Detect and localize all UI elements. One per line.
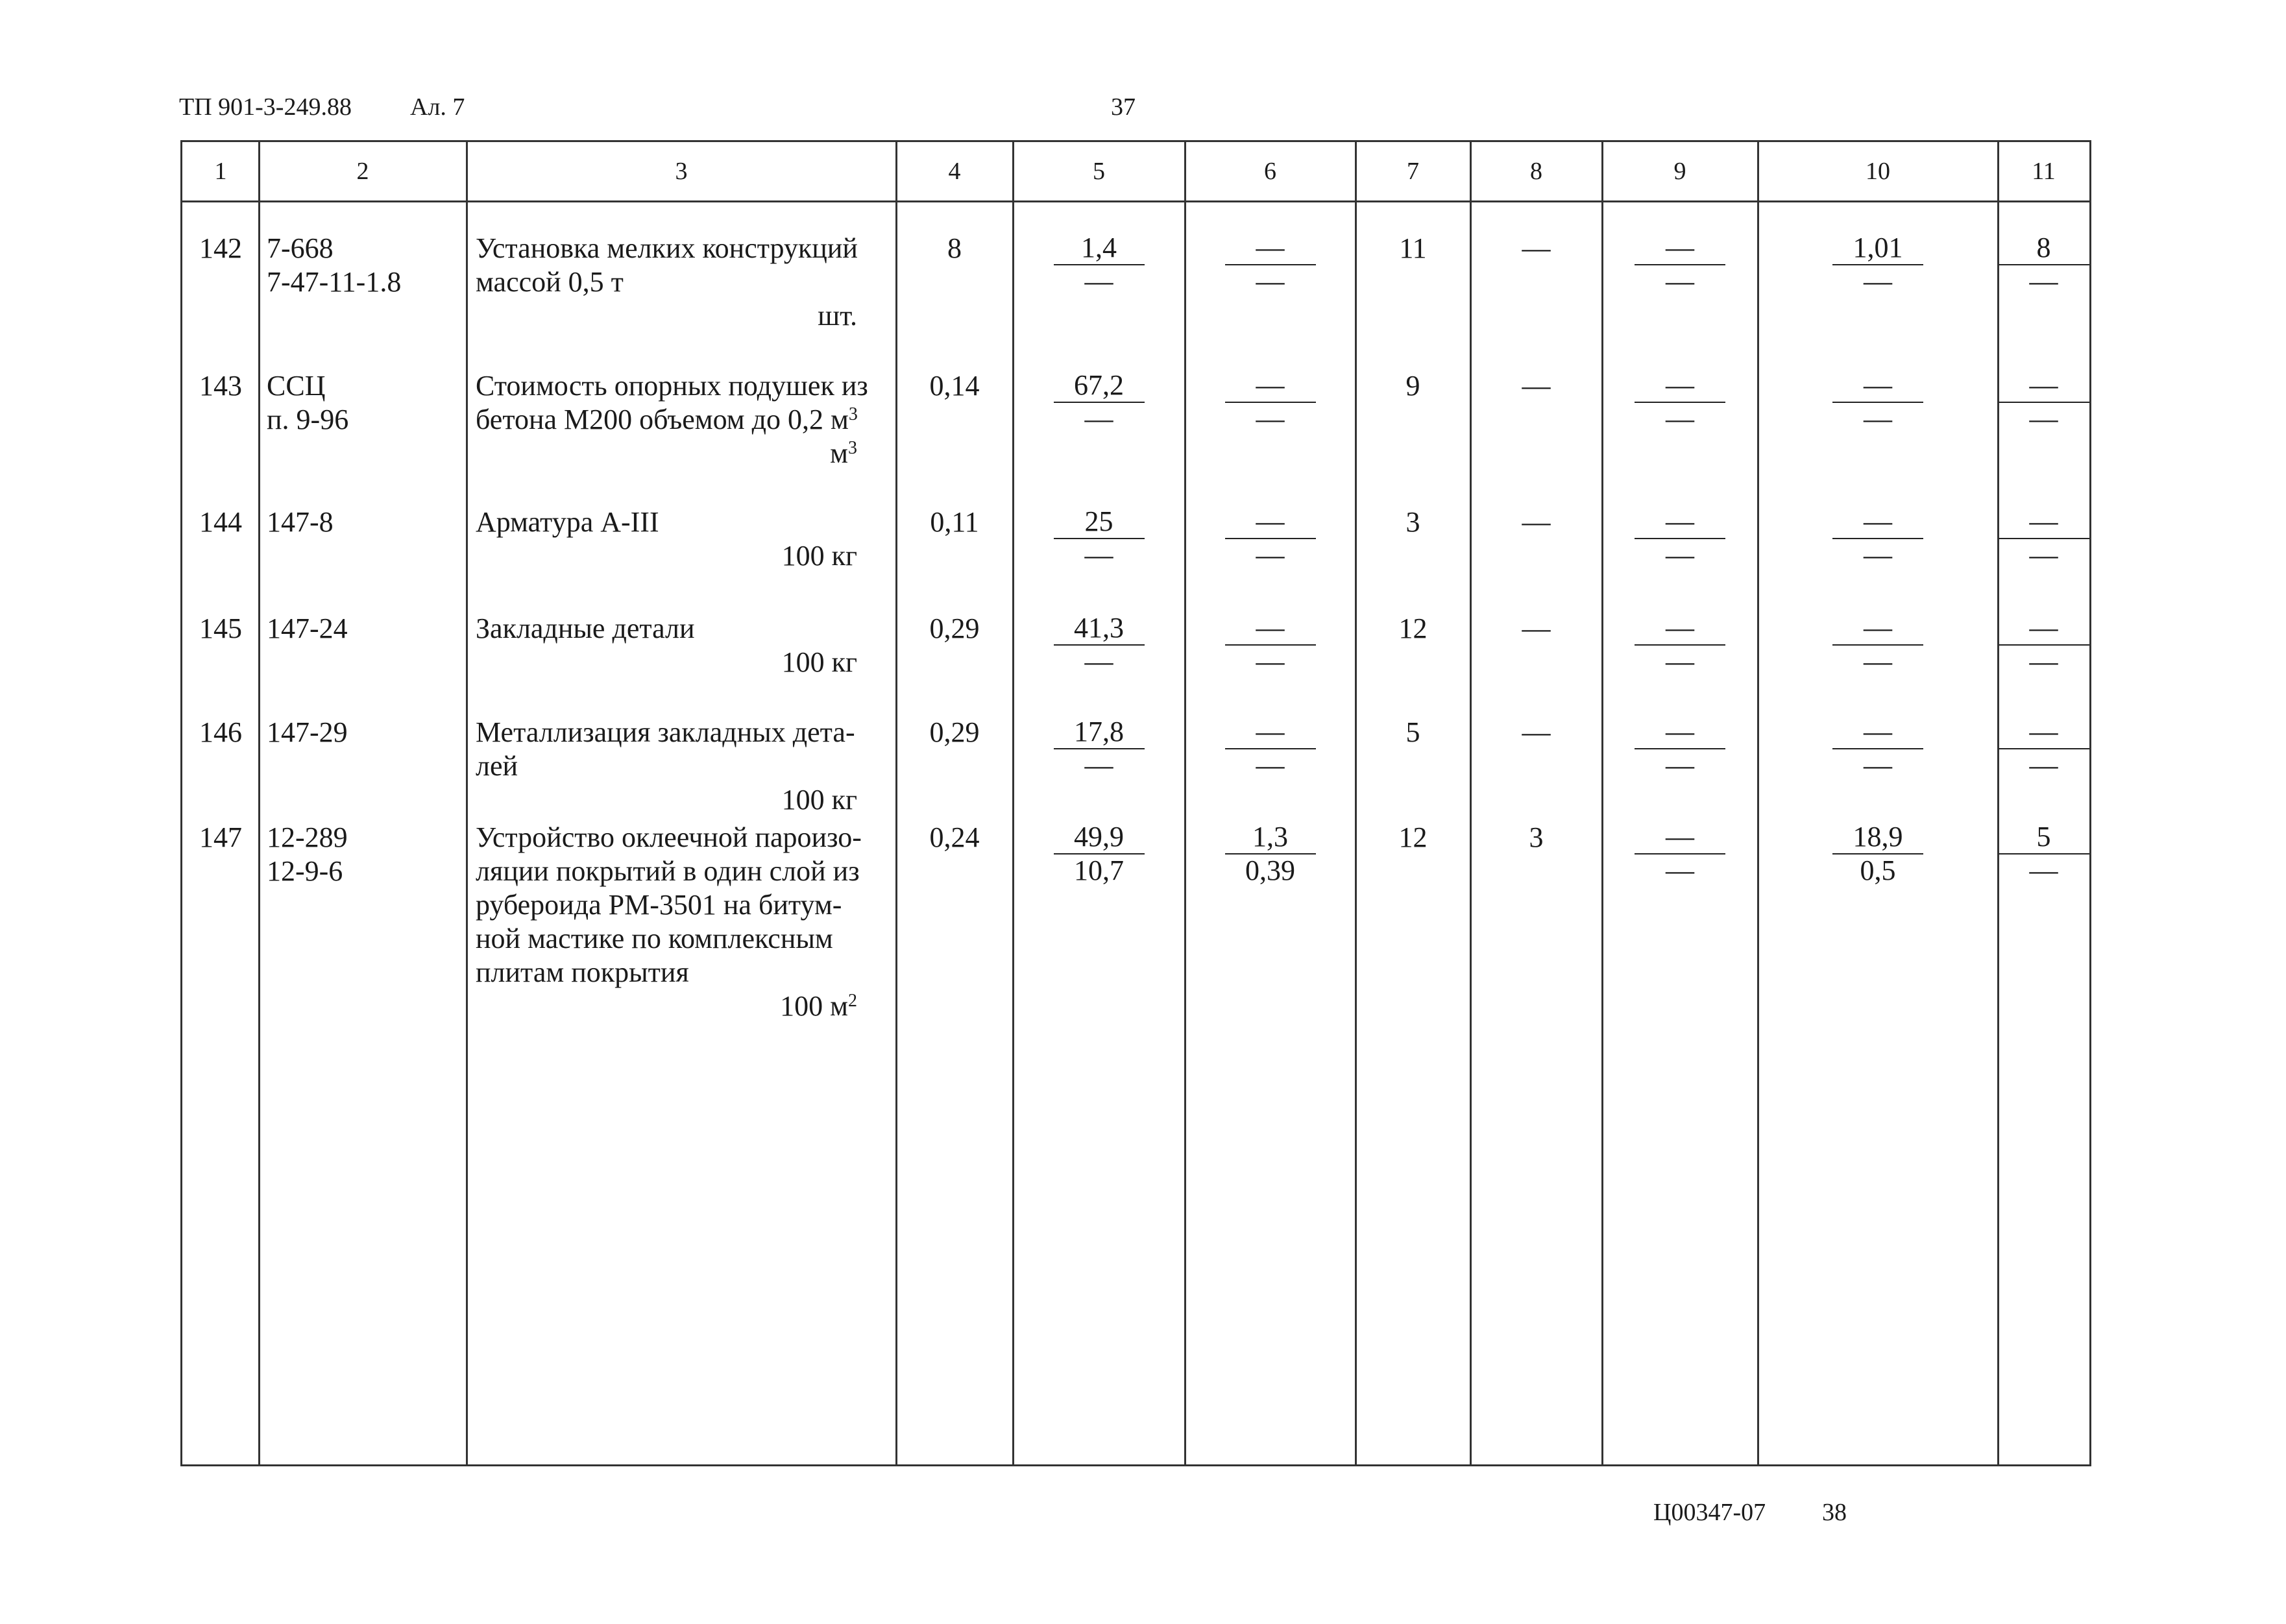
- quantity: 0,29: [929, 612, 980, 644]
- col6-value-numerator: 1,3: [1225, 821, 1316, 854]
- norm-code: 12-289: [267, 821, 348, 853]
- unit-text: 100 кг: [781, 646, 857, 678]
- col9-value-denominator: —: [1666, 854, 1694, 886]
- col11-value-numerator: —: [1999, 716, 2089, 749]
- estimate-table: [180, 140, 2091, 1466]
- superscript: 3: [848, 438, 857, 458]
- col9-value: [1635, 716, 1725, 782]
- description-line: лей: [476, 750, 518, 782]
- col8-value: —: [1522, 612, 1551, 644]
- column-divider: [1184, 142, 1186, 1464]
- col10-value: [1832, 612, 1923, 678]
- col5-value-denominator: —: [1084, 749, 1113, 781]
- col9-value: [1635, 505, 1725, 572]
- description-line: Закладные детали: [476, 612, 695, 644]
- col6-value-denominator: —: [1256, 539, 1285, 571]
- col10-value-numerator: 1,01: [1832, 232, 1923, 265]
- description-line: Стоимость опорных подушек из: [476, 370, 868, 402]
- column-number: 9: [1673, 158, 1686, 185]
- col5-value-numerator: 17,8: [1054, 716, 1145, 749]
- column-divider: [1470, 142, 1472, 1464]
- superscript: 3: [848, 404, 858, 424]
- work-description: [476, 888, 842, 922]
- col8-value: —: [1522, 506, 1551, 538]
- norm-code: 147-24: [267, 612, 348, 644]
- quantity: 0,24: [929, 821, 980, 853]
- col5-value: [1054, 369, 1145, 435]
- work-description: [476, 716, 855, 749]
- column-number: 4: [948, 158, 961, 185]
- row-number: 146: [199, 716, 242, 748]
- column-divider: [1997, 142, 1999, 1464]
- row-number: 145: [199, 612, 242, 644]
- col10-value-denominator: —: [1864, 265, 1892, 297]
- col9-value-denominator: —: [1666, 403, 1694, 435]
- superscript: 2: [848, 991, 857, 1011]
- col5-value-numerator: 41,3: [1054, 612, 1145, 646]
- norm-code: п. 9-96: [267, 404, 349, 435]
- norm-code: 147-8: [267, 506, 334, 538]
- footer-sheet: 38: [1822, 1499, 1847, 1526]
- work-description: [476, 854, 860, 888]
- col6-value: [1225, 505, 1316, 572]
- column-number: 11: [2032, 158, 2056, 185]
- col9-value-numerator: —: [1635, 612, 1725, 646]
- row-number: 147: [199, 821, 242, 853]
- work-description: [476, 956, 689, 989]
- col11-value: [1999, 612, 2089, 678]
- col8-value: —: [1522, 370, 1551, 402]
- col11-value-numerator: 8: [1999, 232, 2089, 265]
- description-line: плитам покрытия: [476, 956, 689, 988]
- col10-value-denominator: —: [1864, 749, 1892, 781]
- measure-unit: [467, 299, 857, 333]
- col10-value-denominator: —: [1864, 646, 1892, 677]
- col9-value: [1635, 369, 1725, 435]
- description-line: рубероида РМ-3501 на битум-: [476, 889, 842, 921]
- col5-value: [1054, 232, 1145, 298]
- col8-value: 3: [1529, 821, 1544, 853]
- col6-value-numerator: —: [1225, 612, 1316, 646]
- measure-unit: [467, 989, 857, 1023]
- column-number: 2: [356, 158, 369, 185]
- work-description: [476, 612, 695, 646]
- col5-value: [1054, 505, 1145, 572]
- col5-value-numerator: 25: [1054, 505, 1145, 539]
- column-divider: [1757, 142, 1759, 1464]
- col5-value-denominator: 10,7: [1074, 854, 1124, 886]
- col7-value: 11: [1399, 232, 1427, 264]
- column-divider: [1012, 142, 1014, 1464]
- col9-value-numerator: —: [1635, 232, 1725, 265]
- col11-value-denominator: —: [2029, 854, 2058, 886]
- norm-code: 12-9-6: [267, 855, 343, 887]
- col6-value-denominator: —: [1256, 749, 1285, 781]
- description-line: ной мастике по комплексным: [476, 923, 833, 954]
- column-number: 5: [1093, 158, 1105, 185]
- col9-value-numerator: —: [1635, 369, 1725, 403]
- unit-text: м: [830, 437, 848, 469]
- col6-value-numerator: —: [1225, 716, 1316, 749]
- col5-value-denominator: —: [1084, 403, 1113, 435]
- col11-value-denominator: —: [2029, 265, 2058, 297]
- col11-value: [1999, 716, 2089, 782]
- col9-value-denominator: —: [1666, 749, 1694, 781]
- col6-value-numerator: —: [1225, 505, 1316, 539]
- col6-value: [1225, 232, 1316, 298]
- column-divider: [895, 142, 897, 1464]
- col6-value-denominator: —: [1256, 646, 1285, 677]
- norm-code: ССЦ: [267, 370, 326, 402]
- footer-code: Ц00347-07: [1653, 1499, 1766, 1526]
- description-line: Устройство оклеечной пароизо-: [476, 821, 862, 853]
- col9-value: [1635, 612, 1725, 678]
- norm-code: 147-29: [267, 716, 348, 748]
- quantity: 0,11: [930, 506, 979, 538]
- col5-value: [1054, 612, 1145, 678]
- work-description: [476, 505, 659, 539]
- col6-value-denominator: —: [1256, 403, 1285, 435]
- col10-value-numerator: —: [1832, 369, 1923, 403]
- measure-unit: [467, 437, 857, 470]
- description-line: Арматура А-III: [476, 506, 659, 538]
- measure-unit: [467, 646, 857, 679]
- column-number: 7: [1407, 158, 1419, 185]
- col6-value-denominator: —: [1256, 265, 1285, 297]
- description-line: Металлизация закладных дета-: [476, 716, 855, 748]
- norm-code: 7-668: [267, 232, 334, 264]
- work-description: [476, 749, 518, 783]
- col10-value-denominator: —: [1864, 539, 1892, 571]
- row-number: 143: [199, 370, 242, 402]
- document-code: ТП 901-3-249.88: [179, 93, 352, 121]
- column-divider: [258, 142, 260, 1464]
- quantity: 8: [947, 232, 962, 264]
- col5-value: [1054, 716, 1145, 782]
- norm-code: 7-47-11-1.8: [267, 266, 402, 298]
- column-divider: [1601, 142, 1603, 1464]
- column-divider: [1355, 142, 1357, 1464]
- col6-value: [1225, 821, 1316, 887]
- measure-unit: [467, 783, 857, 817]
- quantity: 0,14: [929, 370, 980, 402]
- col11-value: [1999, 232, 2089, 298]
- unit-text: 100 кг: [781, 540, 857, 572]
- col9-value-denominator: —: [1666, 265, 1694, 297]
- col9-value-numerator: —: [1635, 505, 1725, 539]
- col10-value-numerator: 18,9: [1832, 821, 1923, 854]
- col5-value-denominator: —: [1084, 646, 1113, 677]
- col5-value-numerator: 67,2: [1054, 369, 1145, 403]
- col5-value-numerator: 49,9: [1054, 821, 1145, 854]
- col9-value: [1635, 232, 1725, 298]
- col10-value-numerator: —: [1832, 716, 1923, 749]
- col10-value-denominator: —: [1864, 403, 1892, 435]
- page-number: 37: [1111, 93, 1136, 121]
- col10-value-denominator: 0,5: [1860, 854, 1896, 886]
- col7-value: 9: [1405, 370, 1420, 402]
- col11-value-numerator: —: [1999, 505, 2089, 539]
- col5-value-numerator: 1,4: [1054, 232, 1145, 265]
- col11-value-denominator: —: [2029, 539, 2058, 571]
- col6-value-numerator: —: [1225, 369, 1316, 403]
- description-line: ляции покрытий в один слой из: [476, 855, 860, 887]
- col11-value: [1999, 369, 2089, 435]
- work-description: [476, 369, 868, 403]
- col6-value: [1225, 716, 1316, 782]
- column-number: 6: [1264, 158, 1276, 185]
- work-description: [476, 821, 862, 854]
- col11-value-numerator: 5: [1999, 821, 2089, 854]
- col7-value: 12: [1398, 821, 1428, 853]
- unit-text: 100 м: [780, 990, 848, 1022]
- col9-value-denominator: —: [1666, 539, 1694, 571]
- col6-value-denominator: 0,39: [1245, 854, 1295, 886]
- col11-value-denominator: —: [2029, 646, 2058, 677]
- col11-value-denominator: —: [2029, 403, 2058, 435]
- col10-value-numerator: —: [1832, 612, 1923, 646]
- col7-value: 12: [1398, 612, 1428, 644]
- col5-value-denominator: —: [1084, 539, 1113, 571]
- col11-value-denominator: —: [2029, 749, 2058, 781]
- col11-value: [1999, 821, 2089, 887]
- work-description: [476, 403, 858, 437]
- description-line: Установка мелких конструкций: [476, 232, 858, 264]
- column-number: 3: [675, 158, 688, 185]
- col9-value-denominator: —: [1666, 646, 1694, 677]
- col6-value-numerator: —: [1225, 232, 1316, 265]
- measure-unit: [467, 539, 857, 573]
- col10-value: [1832, 232, 1923, 298]
- row-number: 142: [199, 232, 242, 264]
- col6-value: [1225, 612, 1316, 678]
- col10-value: [1832, 716, 1923, 782]
- col11-value: [1999, 505, 2089, 572]
- col6-value: [1225, 369, 1316, 435]
- col9-value-numerator: —: [1635, 716, 1725, 749]
- column-number: 8: [1530, 158, 1542, 185]
- col10-value: [1832, 505, 1923, 572]
- col5-value-denominator: —: [1084, 265, 1113, 297]
- col9-value: [1635, 821, 1725, 887]
- row-number: 144: [199, 506, 242, 538]
- col7-value: 3: [1405, 506, 1420, 538]
- work-description: [476, 922, 833, 956]
- work-description: [476, 265, 624, 299]
- description-line: бетона М200 объемом до 0,2 м: [476, 404, 849, 435]
- description-line: массой 0,5 т: [476, 266, 624, 298]
- quantity: 0,29: [929, 716, 980, 748]
- column-number: 1: [214, 158, 227, 185]
- col8-value: —: [1522, 716, 1551, 748]
- col9-value-numerator: —: [1635, 821, 1725, 854]
- work-description: [476, 232, 858, 265]
- unit-text: 100 кг: [781, 784, 857, 816]
- col7-value: 5: [1405, 716, 1420, 748]
- album-label: Ал. 7: [410, 93, 465, 121]
- col10-value: [1832, 369, 1923, 435]
- col8-value: —: [1522, 232, 1551, 264]
- col11-value-numerator: —: [1999, 369, 2089, 403]
- col10-value: [1832, 821, 1923, 887]
- column-number: 10: [1866, 158, 1890, 185]
- col11-value-numerator: —: [1999, 612, 2089, 646]
- col5-value: [1054, 821, 1145, 887]
- col10-value-numerator: —: [1832, 505, 1923, 539]
- unit-text: шт.: [818, 300, 857, 332]
